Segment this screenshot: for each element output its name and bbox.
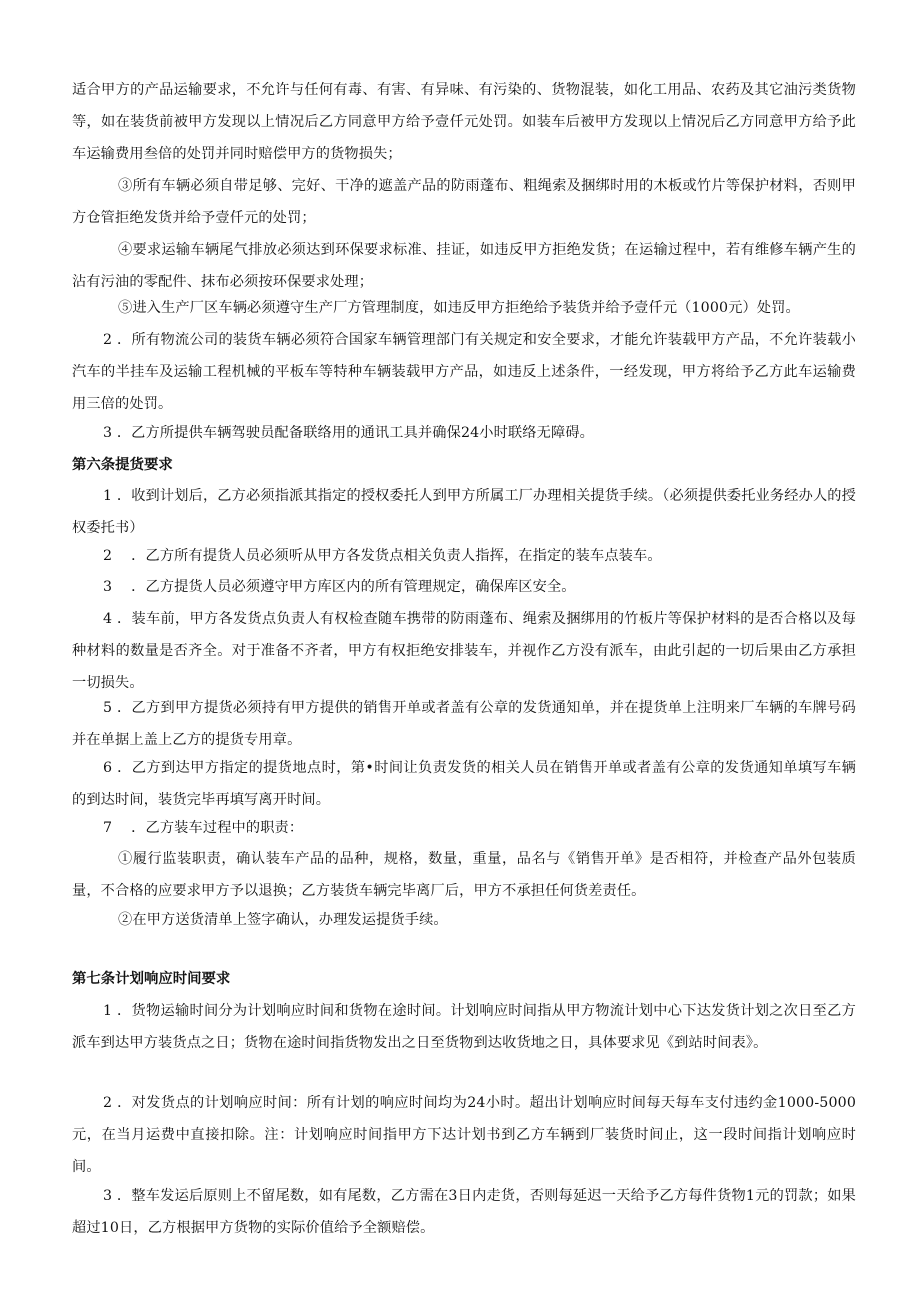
paragraph-pickup-documents: 5 ．乙方到甲方提货必须持有甲方提供的销售开单或者盖有公章的发货通知单，并在提货单上注明来厂车辆的车牌号码并在单据上盖上乙方的提货专用章。 (72, 700, 856, 748)
paragraph-pickup-authorization: 1 ．收到计划后，乙方必须指派其指定的授权委托人到甲方所属工厂办理相关提货手续。（必须提供委托业务经办人的授权委托书） (72, 488, 856, 536)
paragraph-cargo-mixing-rule: 适合甲方的产品运输要求，不允许与任何有毒、有害、有异味、有污染的、货物混装，如化工用品、农药及其它油污类货物等，如在装货前被甲方发现以上情况后乙方同意甲方给予壹仟元处罚。如装车后被甲方发现以上情况后乙方同意甲方给予此车运输费用叁倍的处罚并同时赔偿甲方的货物损失； (72, 82, 856, 162)
paragraph-loading-duties: 7 ．乙方装车过程中的职责： (103, 820, 304, 836)
paragraph-warehouse-rules: 3 ．乙方提货人员必须遵守甲方库区内的所有管理规定，确保库区安全。 (103, 579, 576, 595)
paragraph-factory-rules: ⑤进入生产厂区车辆必须遵守生产厂方管理制度，如违反甲方拒绝给予装货并给予壹仟元（1000元）处罚。 (118, 300, 800, 316)
section-heading-response-time: 第七条计划响应时间要求 (72, 971, 231, 987)
paragraph-emission-standards: ④要求运输车辆尾气排放必须达到环保要求标准、挂证，如违反甲方拒绝发货；在运输过程中，若有维修车辆产生的沾有污油的零配件、抹布必须按环保要求处理； (72, 242, 856, 290)
paragraph-remaining-goods: 3 ．整车发运后原则上不留尾数，如有尾数，乙方需在3日内走货，否则每延迟一天给予乙方每件货物1元的罚款；如果超过10日，乙方根据甲方货物的实际价值给予全额赔偿。 (72, 1188, 856, 1236)
paragraph-vehicle-requirements: 2 ．所有物流公司的装货车辆必须符合国家车辆管理部门有关规定和安全要求，才能允许装载甲方产品，不允许装载小汽车的半挂车及运输工程机械的平板车等特种车辆装载甲方产品，如违反上述条件，一经发现，甲方将给予乙方此车运输费用三倍的处罚。 (72, 332, 856, 412)
paragraph-driver-communication: 3 ．乙方所提供车辆驾驶员配备联络用的通讯工具并确保24小时联络无障碍。 (103, 425, 594, 441)
section-heading-pickup-requirements: 第六条提货要求 (72, 457, 173, 473)
paragraph-arrival-time-recording: 6 ．乙方到达甲方指定的提货地点时，第•时间让负责发货的相关人员在销售开单或者盖有公章的发货通知单填写车辆的到达时间，装货完毕再填写离开时间。 (72, 760, 856, 808)
paragraph-follow-instructions: 2 ．乙方所有提货人员必须听从甲方各发货点相关负责人指挥，在指定的装车点装车。 (103, 548, 662, 564)
paragraph-sign-delivery-list: ②在甲方送货清单上签字确认，办理发运提货手续。 (118, 912, 448, 928)
paragraph-covering-materials: ③所有车辆必须自带足够、完好、干净的遮盖产品的防雨蓬布、粗绳索及捆绑时用的木板或竹片等保护材料，否则甲方仓管拒绝发货并给予壹仟元的处罚； (72, 178, 856, 226)
paragraph-transport-time-definition: 1 ．货物运输时间分为计划响应时间和货物在途时间。计划响应时间指从甲方物流计划中心下达发货计划之次日至乙方派车到达甲方装货点之日；货物在途时间指货物发出之日至货物到达收货地之日，具体要求见《到站时间表》。 (72, 1003, 856, 1051)
paragraph-response-time-penalty: 2 ．对发货点的计划响应时间：所有计划的响应时间均为24小时。超出计划响应时间每天每车支付违约金1000-5000元，在当月运费中直接扣除。注：计划响应时间指甲方下达计划书到乙方车辆到厂装货时间止，这一段时间指计划响应时间。 (72, 1095, 856, 1175)
paragraph-supervision-duty: ①履行监装职责，确认装车产品的品种，规格，数量，重量，品名与《销售开单》是否相符，并检查产品外包装质量，不合格的应要求甲方予以退换；乙方装货车辆完毕离厂后，甲方不承担任何货差责任。 (72, 851, 856, 899)
paragraph-pre-loading-inspection: 4 ．装车前，甲方各发货点负责人有权检查随车携带的防雨蓬布、绳索及捆绑用的竹板片等保护材料的是否合格以及每种材料的数量是否齐全。对于准备不齐者，甲方有权拒绝安排装车，并视作乙方没有派车，由此引起的一切后果由乙方承担一切损失。 (72, 611, 856, 691)
